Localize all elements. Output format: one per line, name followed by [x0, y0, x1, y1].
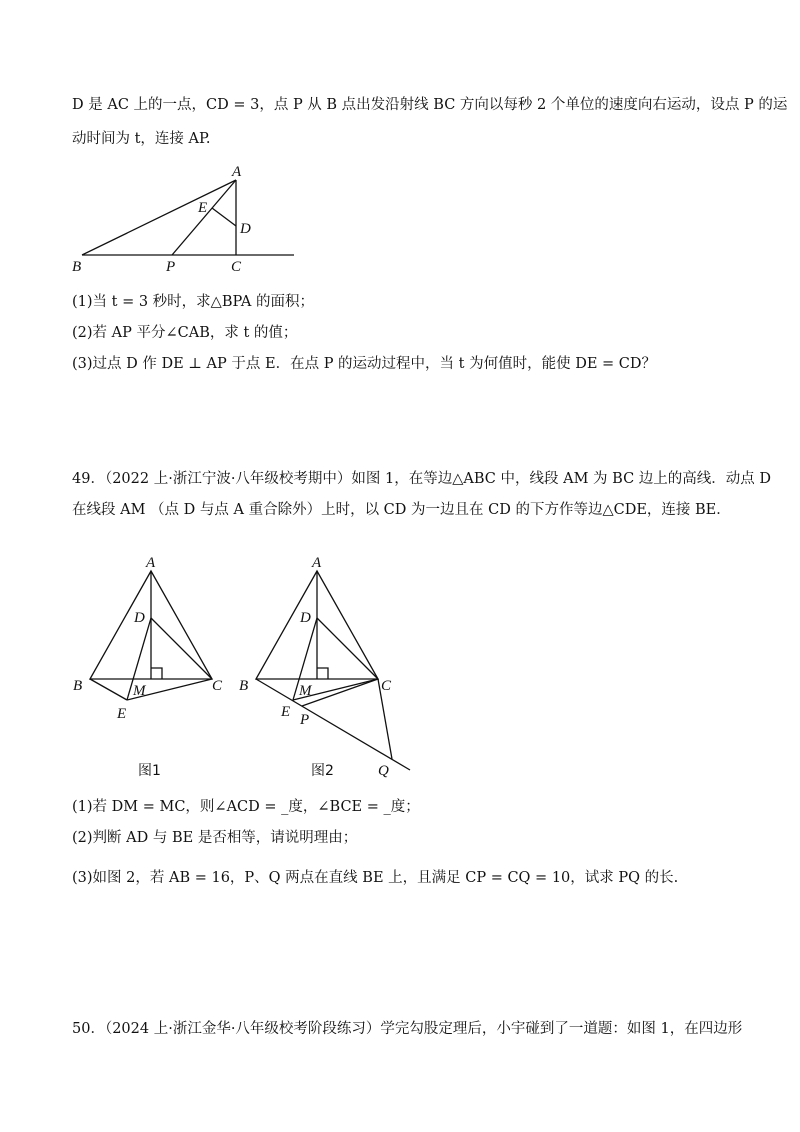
p49-figure-1 — [90, 571, 212, 700]
fig2-right-angle-mark — [317, 668, 328, 679]
p48-label-e: E — [198, 200, 208, 216]
fig2-label-e: E — [281, 704, 291, 720]
fig2-label-q: Q — [378, 763, 389, 779]
fig1-right-angle-mark — [151, 668, 162, 679]
p48-label-d: D — [240, 221, 251, 237]
p48-question-2: (2)若 AP 平分∠CAB，求 t 的值； — [72, 325, 298, 341]
p49-question-2: (2)判断 AD 与 BE 是否相等，请说明理由； — [72, 830, 358, 846]
fig1-label-e: E — [117, 706, 127, 722]
fig1-line-dc — [151, 618, 212, 679]
p49-line1: 49．（2022 上·浙江宁波·八年级校考期中）如图 1，在等边△ABC 中，线段 AM 为 BC 边上的高线．动点 D — [72, 471, 772, 487]
p48-label-a: A — [232, 164, 242, 180]
fig2-label-d: D — [300, 610, 311, 626]
p49-question-1: (1)若 DM = MC，则∠ACD = _度，∠BCE = _度； — [72, 799, 420, 815]
p49-question-3: (3)如图 2，若 AB = 16，P、Q 两点在直线 BE 上，且满足 CP = CQ = 10，试求 PQ 的长. — [72, 870, 679, 886]
p48-label-b: B — [72, 259, 82, 275]
p49-figure-2 — [256, 571, 410, 770]
fig1-label-d: D — [134, 610, 145, 626]
p48-question-3: (3)过点 D 作 DE ⊥ AP 于点 E．在点 P 的运动过程中，当 t 为何值时，能使 DE = CD？ — [72, 356, 657, 372]
fig1-line-be — [90, 679, 127, 700]
fig2-label-c: C — [381, 678, 392, 694]
p48-question-1: (1)当 t = 3 秒时，求△BPA 的面积； — [72, 294, 314, 310]
fig1-label-a: A — [146, 555, 156, 571]
p48-label-c: C — [231, 259, 242, 275]
fig2-label-m: M — [299, 683, 312, 699]
fig2-label-a: A — [312, 555, 322, 571]
p48-intro-line1: D 是 AC 上的一点，CD = 3，点 P 从 B 点出发沿射线 BC 方向以每秒 2 个单位的速度向右运动，设点 P 的运 — [72, 97, 788, 113]
p48-label-p: P — [166, 259, 176, 275]
p50-line1: 50．（2024 上·浙江金华·八年级校考阶段练习）学完勾股定理后，小宇碰到了一道题：如图 1，在四边形 — [72, 1021, 743, 1037]
fig2-label-b: B — [239, 678, 249, 694]
fig1-caption: 图1 — [138, 763, 161, 779]
fig2-line-cp — [302, 679, 378, 706]
p49-line2: 在线段 AM （点 D 与点 A 重合除外）上时，以 CD 为一边且在 CD 的下方作等边△CDE，连接 BE． — [72, 502, 731, 518]
fig2-line-dc — [317, 618, 378, 679]
fig1-label-b: B — [73, 678, 83, 694]
fig1-label-c: C — [212, 678, 223, 694]
fig2-caption: 图2 — [311, 763, 334, 779]
p48-intro-line2: 动时间为 t，连接 AP. — [72, 131, 211, 147]
fig2-label-p: P — [300, 712, 310, 728]
fig1-label-m: M — [133, 683, 146, 699]
